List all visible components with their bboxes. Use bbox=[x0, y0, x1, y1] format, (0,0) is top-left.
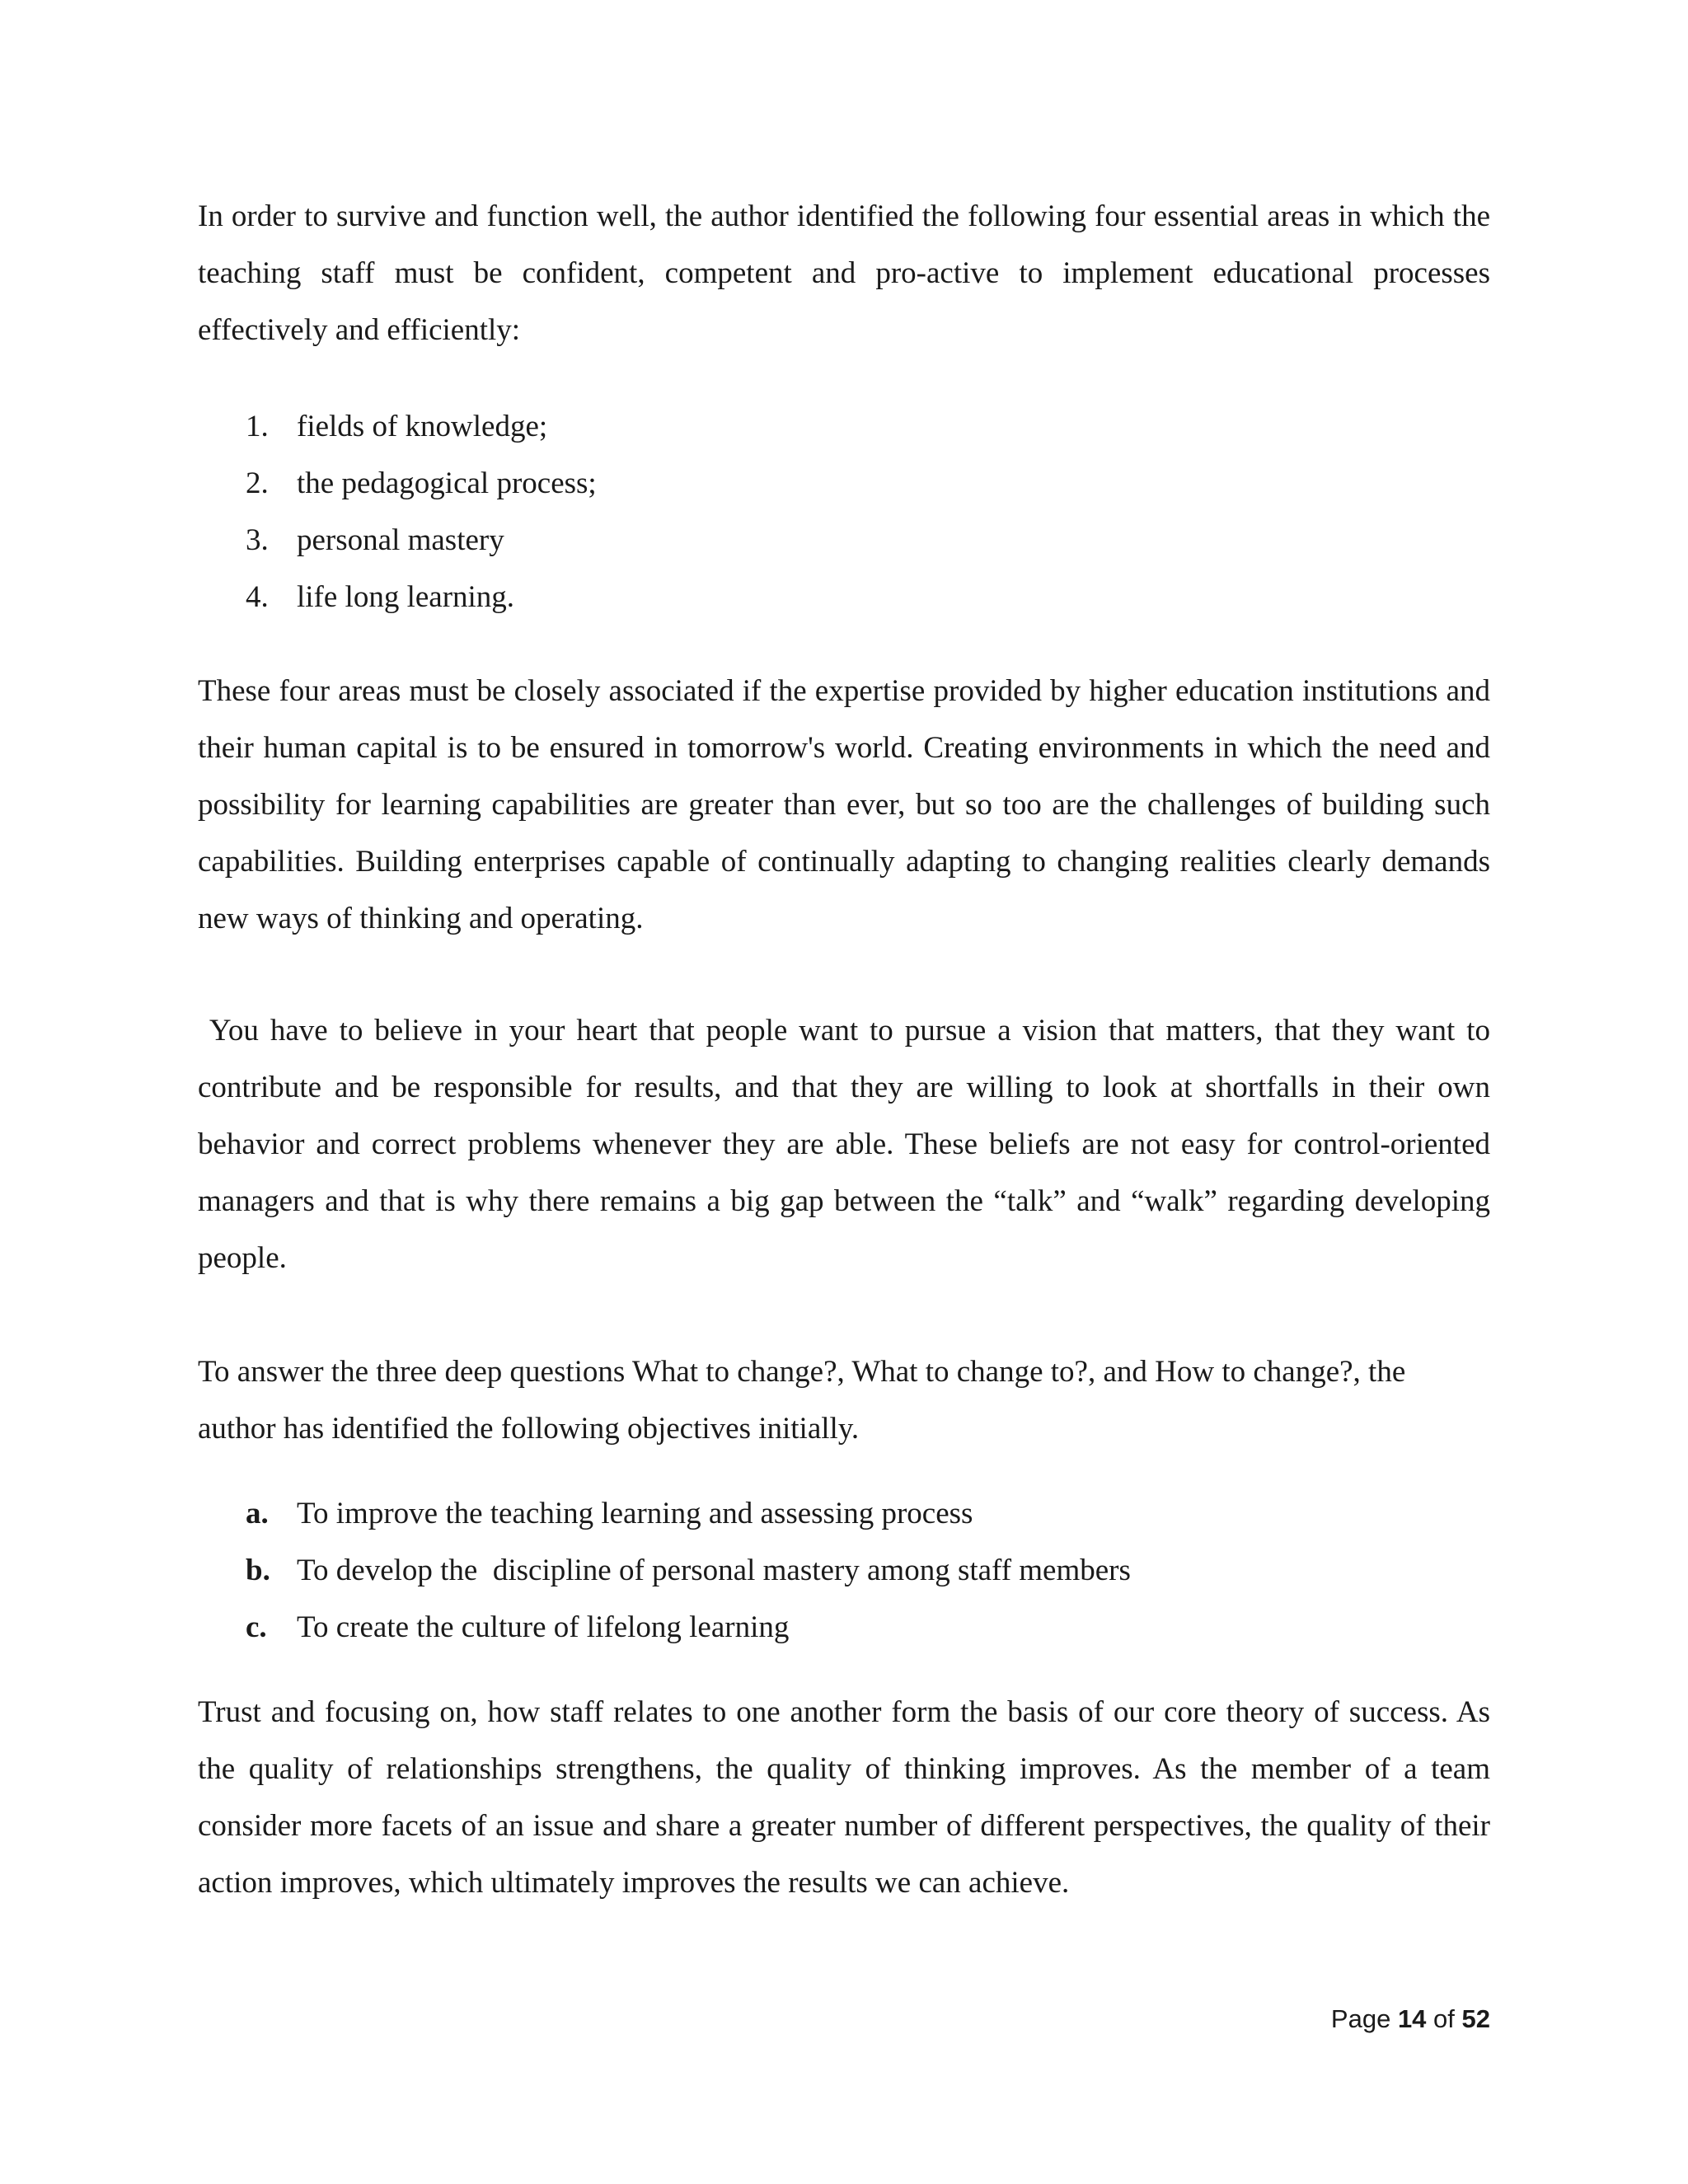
list-item bbox=[198, 569, 1490, 626]
list-marker: b. bbox=[246, 1554, 270, 1587]
list-item-text: life long learning. bbox=[297, 580, 515, 614]
list-item-text: personal mastery bbox=[297, 523, 504, 557]
belief-paragraph: You have to believe in your heart that people want to pursue a vision that matters, that they want to contribute and be responsible for results, and that they are willing to look at shortfalls in their own behavior and correct problems whenever they are able. These beliefs are not easy for control-oriented managers and that is why there remains a big gap between the “talk” and “walk” regarding developing people. bbox=[198, 1014, 1498, 1275]
total-pages: 52 bbox=[1461, 2004, 1490, 2033]
trust-paragraph: Trust and focusing on, how staff relates to one another form the basis of our core theory of success. As the quality of relationships strengthens, the quality of thinking improves. As the member of a team consider more facets of an issue and share a greater number of different perspectives, the quality of their action improves, which ultimately improves the results we can achieve. bbox=[198, 1695, 1490, 1900]
objectives-list bbox=[198, 1485, 1490, 1656]
list-marker: c. bbox=[246, 1610, 267, 1644]
list-marker: 1. bbox=[246, 410, 269, 443]
list-item-text: To create the culture of lifelong learning bbox=[297, 1610, 790, 1644]
essential-areas-list bbox=[198, 398, 1490, 626]
list-item bbox=[198, 512, 1490, 569]
list-item bbox=[198, 1485, 1490, 1542]
page-number: 14 bbox=[1397, 2004, 1427, 2033]
list-item bbox=[198, 455, 1490, 512]
page-label: Page bbox=[1330, 2004, 1398, 2033]
list-item bbox=[198, 398, 1490, 455]
list-item bbox=[198, 1599, 1490, 1656]
list-marker: a. bbox=[246, 1497, 269, 1530]
document-body bbox=[198, 188, 1498, 1911]
questions-paragraph: To answer the three deep questions What to change?, What to change to?, and How to change?, the author has identified the following objectives initially. bbox=[198, 1355, 1406, 1446]
list-item bbox=[198, 1542, 1490, 1599]
list-marker: 4. bbox=[246, 580, 269, 614]
intro-paragraph: In order to survive and function well, the author identified the following four essential areas in which the teaching staff must be confident, competent and pro-active to implement educational processes effectively and efficiently: bbox=[198, 199, 1490, 347]
list-item-text: To develop the discipline of personal mastery among staff members bbox=[297, 1554, 1131, 1587]
list-item-text: To improve the teaching learning and assessing process bbox=[297, 1497, 973, 1530]
areas-association-paragraph: These four areas must be closely associated if the expertise provided by higher education institutions and their human capital is to be ensured in tomorrow's world. Creating environments in which the need and possibility for learning capabilities are greater than ever, but so too are the challenges of building such capabilities. Building enterprises capable of continually adapting to changing realities clearly demands new ways of thinking and operating. bbox=[198, 674, 1490, 935]
of-label: of bbox=[1426, 2004, 1462, 2033]
list-item-text: fields of knowledge; bbox=[297, 410, 548, 443]
page-footer bbox=[1331, 2004, 1490, 2034]
list-marker: 3. bbox=[246, 523, 269, 557]
list-marker: 2. bbox=[246, 466, 269, 500]
list-item-text: the pedagogical process; bbox=[297, 466, 597, 500]
